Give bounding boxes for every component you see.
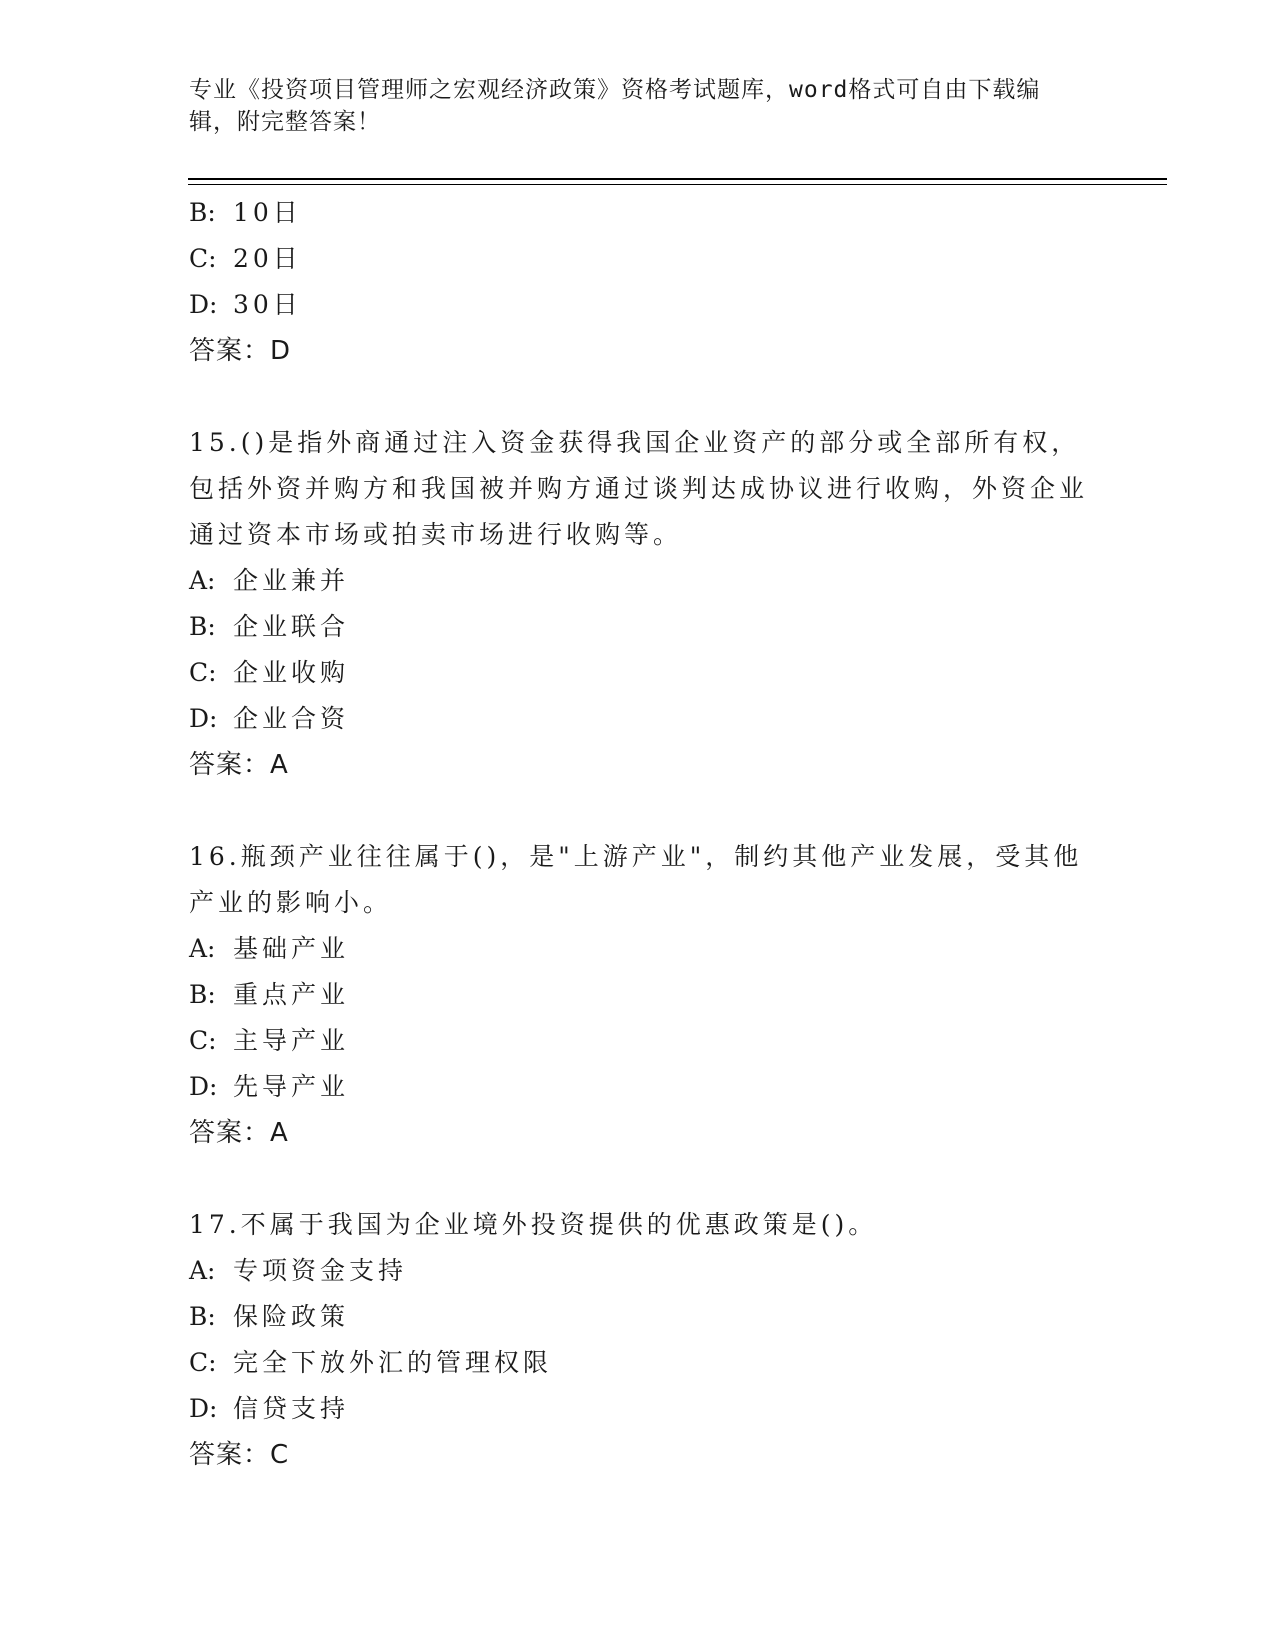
question-stem: 16.瓶颈产业往往属于()，是"上游产业"，制约其他产业发展，受其他产业的影响小。 [189,842,1083,917]
option-label: D: [189,1072,218,1101]
question-block-prev [189,190,1089,374]
option-text: 先导产业 [233,1072,350,1101]
option-label: A: [189,1256,216,1285]
option-b [189,604,1089,650]
question-block-15 [189,420,1089,788]
option-a [189,558,1089,604]
option-label: C: [189,658,217,687]
option-text: 主导产业 [233,1026,350,1055]
option-text: 基础产业 [233,934,350,963]
option-text: 企业兼并 [233,566,350,595]
option-label: B: [189,612,216,641]
option-b [189,190,1089,236]
option-text: 企业联合 [233,612,350,641]
answer-line: 答案：D [189,336,292,366]
option-label: D: [189,704,218,733]
option-d [189,1386,1089,1432]
option-text: 30日 [233,290,302,319]
answer-line: 答案：A [189,750,289,780]
option-text: 完全下放外汇的管理权限 [233,1348,553,1377]
option-b [189,1294,1089,1340]
option-c [189,650,1089,696]
option-label: C: [189,1348,217,1377]
option-label: D: [189,1394,218,1423]
option-d [189,1064,1089,1110]
document-header: 专业《投资项目管理师之宏观经济政策》资格考试题库，word格式可自由下载编辑，附完整答案！ [189,77,1041,135]
option-text: 企业合资 [233,704,350,733]
header-divider-thick [188,178,1167,180]
option-label: A: [189,566,216,595]
option-a [189,926,1089,972]
option-label: C: [189,1026,217,1055]
option-text: 保险政策 [233,1302,350,1331]
option-b [189,972,1089,1018]
header-divider-thin [188,184,1167,185]
question-list [189,190,1089,1478]
option-a [189,1248,1089,1294]
option-label: A: [189,934,216,963]
option-text: 20日 [233,244,302,273]
question-block-16 [189,834,1089,1156]
answer-line: 答案：A [189,1118,289,1148]
option-c [189,1340,1089,1386]
option-label: B: [189,1302,216,1331]
option-text: 信贷支持 [233,1394,350,1423]
option-c [189,236,1089,282]
option-text: 企业收购 [233,658,350,687]
question-block-17 [189,1202,1089,1478]
option-d [189,282,1089,328]
option-text: 10日 [233,198,302,227]
option-label: D: [189,290,218,319]
option-c [189,1018,1089,1064]
question-stem: 17.不属于我国为企业境外投资提供的优惠政策是()。 [189,1210,878,1239]
option-text: 专项资金支持 [233,1256,408,1285]
option-text: 重点产业 [233,980,350,1009]
option-d [189,696,1089,742]
answer-line: 答案：C [189,1440,290,1470]
option-label: B: [189,198,216,227]
question-stem: 15.()是指外商通过注入资金获得我国企业资产的部分或全部所有权，包括外资并购方和我国被并购方通过谈判达成协议进行收购，外资企业通过资本市场或拍卖市场进行收购等。 [189,428,1089,549]
option-label: B: [189,980,216,1009]
option-label: C: [189,244,217,273]
